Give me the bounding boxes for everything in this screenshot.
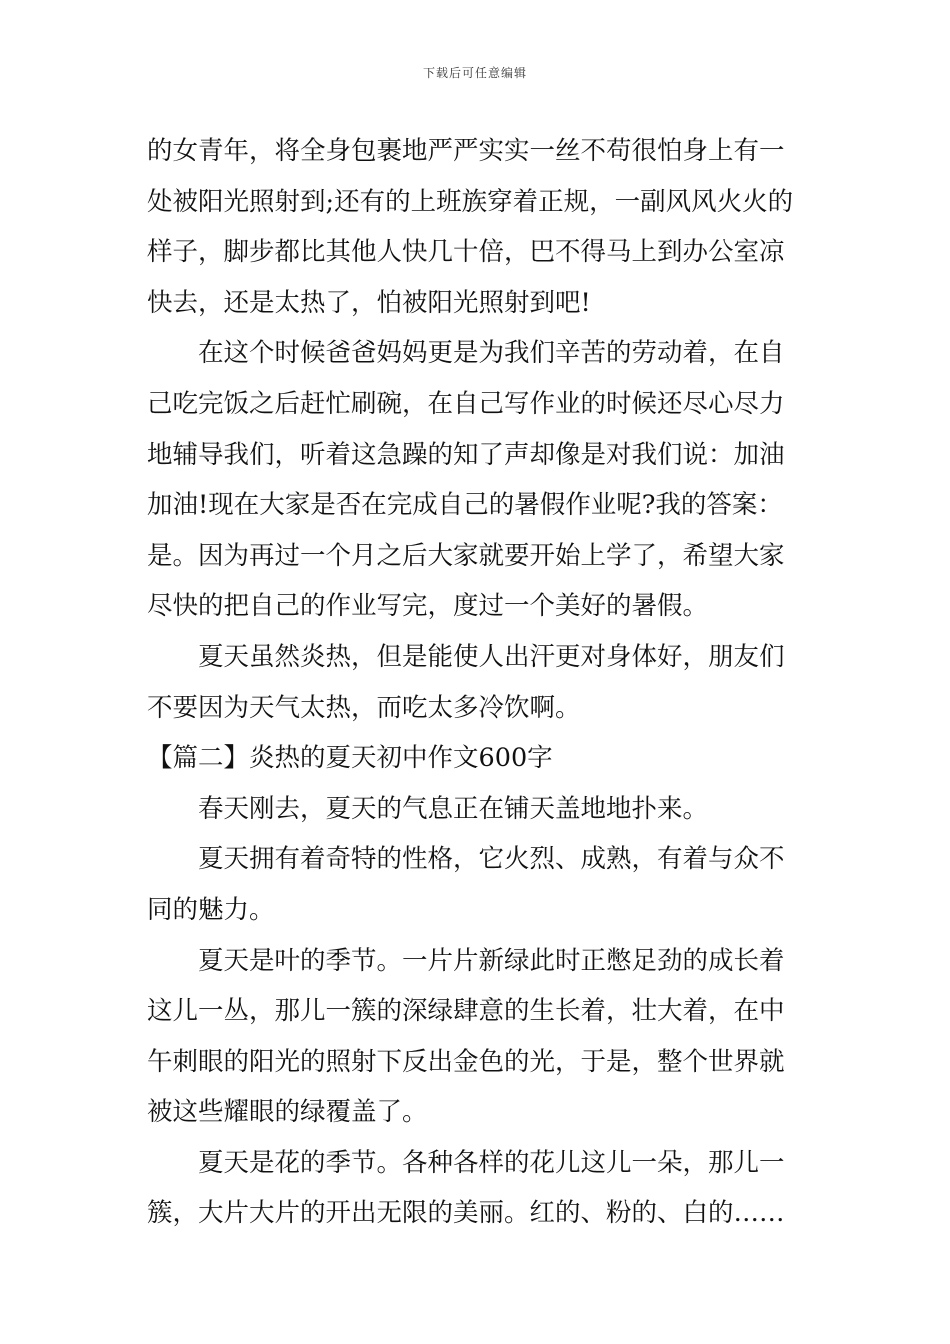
text-line: 夏天是叶的季节。一片片新绿此时正憋足劲的成长着 (198, 945, 785, 976)
text-line: 被这些耀眼的绿覆盖了。 (147, 1097, 428, 1128)
text-line: 这儿一丛，那儿一簇的深绿肆意的生长着，壮大着，在中 (147, 996, 785, 1027)
section-heading: 【篇二】炎热的夏天初中作文600字 (147, 743, 553, 774)
text-line: 同的魅力。 (147, 894, 275, 925)
text-line: 己吃完饭之后赶忙刷碗，在自己写作业的时候还尽心尽力 (147, 388, 785, 419)
text-line: 处被阳光照射到;还有的上班族穿着正规，一副风风火火的 (147, 186, 794, 217)
text-line: 不要因为天气太热，而吃太多冷饮啊。 (147, 692, 581, 723)
page-header: 下载后可任意编辑 (422, 66, 527, 80)
text-line: 夏天虽然炎热，但是能使人出汗更对身体好，朋友们 (198, 641, 785, 672)
text-line: 样子，脚步都比其他人快几十倍，巴不得马上到办公室凉 (147, 237, 785, 268)
document-body (147, 126, 807, 1239)
text-line: 地辅导我们，听着这急躁的知了声却像是对我们说：加油 (147, 439, 785, 470)
text-line: 午刺眼的阳光的照射下反出金色的光，于是，整个世界就 (147, 1046, 785, 1077)
text-line: 夏天是花的季节。各种各样的花儿这儿一朵，那儿一 (198, 1147, 785, 1178)
text-line: 簇，大片大片的开出无限的美丽。红的、粉的、白的…… (147, 1198, 785, 1229)
text-line: 在这个时候爸爸妈妈更是为我们辛苦的劳动着，在自 (198, 338, 785, 369)
text-line: 快去，还是太热了，怕被阳光照射到吧! (147, 287, 591, 318)
text-line: 春天刚去，夏天的气息正在铺天盖地地扑来。 (198, 793, 709, 824)
text-line: 的女青年，将全身包裹地严严实实一丝不苟很怕身上有一 (147, 136, 785, 166)
text-line: 尽快的把自己的作业写完，度过一个美好的暑假。 (147, 591, 709, 622)
text-line: 是。因为再过一个月之后大家就要开始上学了，希望大家 (147, 540, 785, 571)
text-line: 加油!现在大家是否在完成自己的暑假作业呢?我的答案： (147, 490, 783, 521)
text-line: 夏天拥有着奇特的性格，它火烈、成熟，有着与众不 (198, 844, 785, 875)
